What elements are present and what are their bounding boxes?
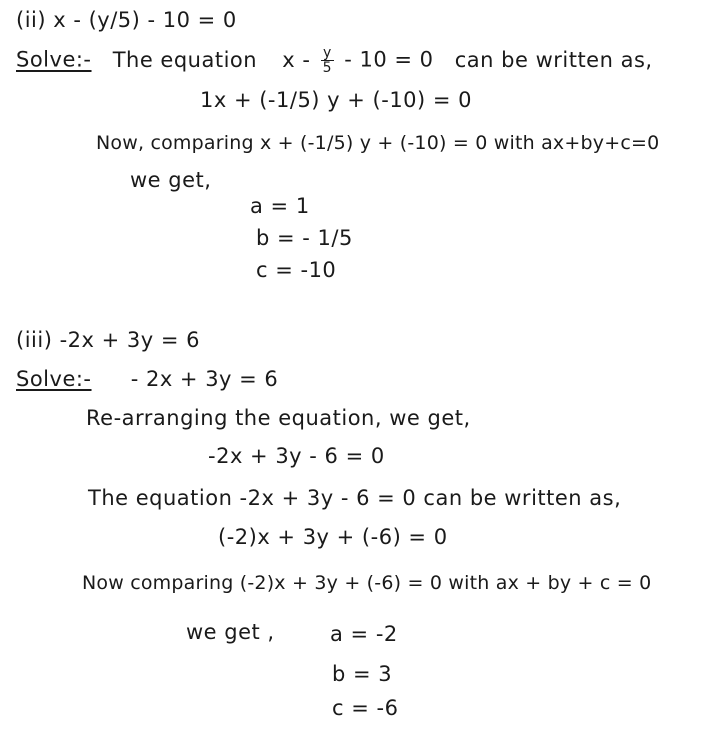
part-ii-solve-line bbox=[16, 46, 653, 75]
part-iii-rewritten-equation: (-2)x + 3y + (-6) = 0 bbox=[218, 525, 448, 549]
part-ii-a-value: a = 1 bbox=[250, 194, 310, 218]
part-iii-c-value: c = -6 bbox=[332, 696, 399, 720]
part-iii-we-get: we get , bbox=[186, 620, 275, 644]
part-ii-heading: (ii) x - (y/5) - 10 = 0 bbox=[16, 8, 237, 32]
part-iii-solve-label: Solve:- bbox=[16, 367, 92, 391]
part-iii-heading: (iii) -2x + 3y = 6 bbox=[16, 328, 200, 352]
part-ii-fraction-numerator: y bbox=[321, 46, 334, 61]
part-ii-written-as: can be written as, bbox=[454, 47, 653, 72]
part-ii-eq-x: x - bbox=[282, 47, 311, 72]
part-ii-solve-label: Solve:- bbox=[16, 47, 92, 72]
part-iii-solve-equation: - 2x + 3y = 6 bbox=[130, 367, 279, 391]
part-ii-we-get: we get, bbox=[130, 168, 212, 192]
part-ii-compare-line: Now, comparing x + (-1/5) y + (-10) = 0 with ax+by+c=0 bbox=[96, 132, 660, 154]
part-ii-fraction bbox=[321, 46, 334, 75]
part-ii-b-value: b = - 1/5 bbox=[256, 226, 353, 250]
part-iii-rearranged-equation: -2x + 3y - 6 = 0 bbox=[208, 444, 385, 468]
part-ii-intro-text: The equation bbox=[112, 47, 258, 72]
part-iii-a-value: a = -2 bbox=[330, 622, 398, 646]
part-iii-rearranging-text: Re-arranging the equation, we get, bbox=[86, 406, 471, 430]
part-ii-c-value: c = -10 bbox=[256, 258, 337, 282]
part-iii-written-as-line: The equation -2x + 3y - 6 = 0 can be written as, bbox=[88, 486, 622, 510]
part-ii-rewritten-equation: 1x + (-1/5) y + (-10) = 0 bbox=[200, 88, 473, 112]
part-ii-eq-rest: - 10 = 0 bbox=[344, 47, 434, 72]
part-iii-b-value: b = 3 bbox=[332, 662, 393, 686]
part-ii-fraction-denominator: 5 bbox=[322, 60, 333, 76]
part-iii-compare-line: Now comparing (-2)x + 3y + (-6) = 0 with ax + by + c = 0 bbox=[82, 572, 652, 594]
part-iii-solve-line bbox=[16, 369, 278, 390]
